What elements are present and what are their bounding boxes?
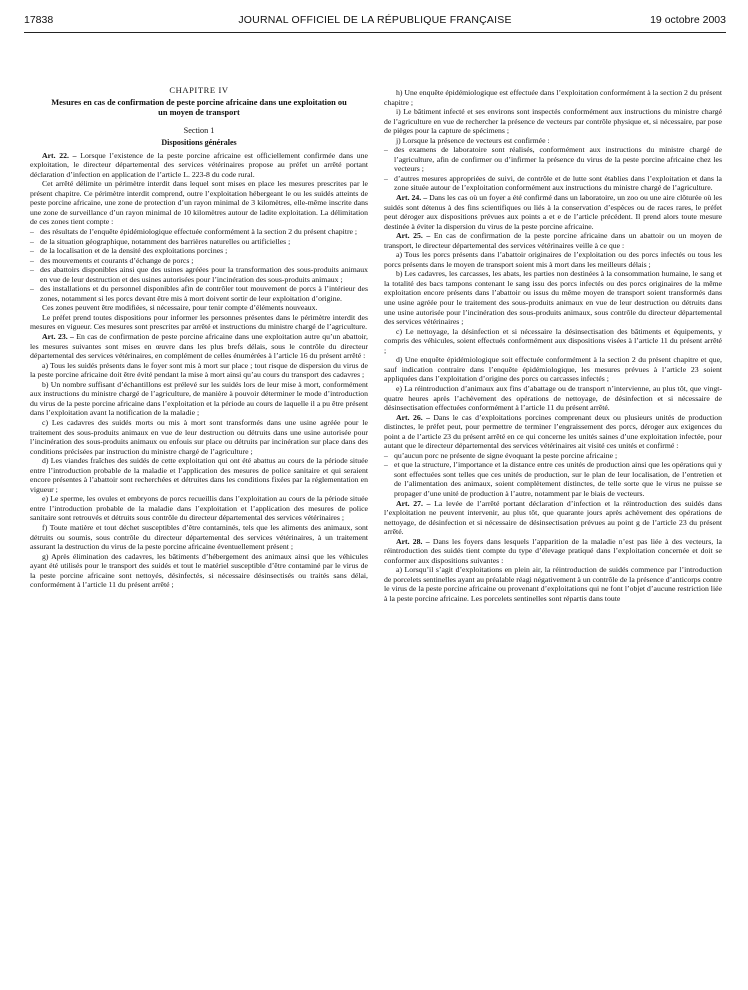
article-paragraph <box>30 151 368 180</box>
paragraph-text: Le préfet prend toutes dispositions pour informer les personnes présentes dans le périmètre interdit des mesures en vigueur. Ces mesures sont prescrites par arrêté et instructions du ministre chargé de l’agriculture. <box>30 312 368 332</box>
article-paragraph <box>384 231 722 250</box>
left-body <box>30 151 368 590</box>
paragraph-text: qu’aucun porc ne présente de signe évoquant la peste porcine africaine ; <box>394 450 618 460</box>
paragraph-text: i) Le bâtiment infecté et ses environs sont inspectés conformément aux instructions du ministre chargé de l’agriculture en vue de rechercher la présence de vecteurs par contrôle physique et, si nécessaire, par pose de pièges pour la capture de spécimens ; <box>384 107 722 136</box>
paragraph <box>30 456 368 494</box>
dash-item <box>384 460 722 498</box>
article-number: Art. 22. – <box>42 150 77 160</box>
paragraph-text: d’autres mesures appropriées de suivi, de contrôle et de lutte sont établies dans l’exploitation et dans la zone située autour de l’exploitation conformément aux instructions du ministre chargé de l’agriculture. <box>394 173 722 193</box>
dash-item <box>384 145 722 174</box>
paragraph-text: Cet arrêté délimite un périmètre interdit dans lequel sont mises en place les mesures prescrites par le présent chapitre. Ce périmètre interdit comprend, outre l’exploitation hébergeant le ou les suidés atteints de peste porcine africaine, une zone de protection d’un rayon minimal de 3 kilomètres, elle-même inscrite dans une zone de surveillance d’un rayon minimal de 10 kilomètres autour de ladite exploitation. La délimitation de ces zones tient compte : <box>30 179 368 227</box>
dash-item <box>30 265 368 284</box>
paragraph-text: des résultats de l’enquête épidémiologique effectuée conformément à la section 2 du présent chapitre ; <box>40 227 358 237</box>
paragraph <box>384 250 722 269</box>
article-paragraph <box>384 413 722 451</box>
paragraph-text: des mouvements et courants d’échange de porcs ; <box>40 255 194 265</box>
section-heading: Section 1 <box>183 125 215 135</box>
paragraph-text: d) Une enquête épidémiologique soit effectuée conformément à la section 2 du présent chapitre et que, sauf indication contraire dans l’enquête épidémiologique, les mesures prévues à l’article 23 soient appliquées dans l’exploitation d’origine des porcs ou carcasses infectés ; <box>384 355 722 384</box>
paragraph <box>384 355 722 384</box>
paragraph <box>30 313 368 332</box>
paragraph <box>30 494 368 523</box>
paragraph-text: c) Les cadavres des suidés morts ou mis à mort sont transformés dans une usine agréée pour le traitement des sous-produits animaux en vue de leur destruction ou détruits dans une usine autorisée pour l’incinération des sous-produits animaux ou enfouis sur place ou détruits par incinération sur place dans des conditions précisées par instruction du ministre chargé de l’agriculture ; <box>30 417 368 456</box>
paragraph-text: e) Le sperme, les ovules et embryons de porcs recueillis dans l’exploitation au cours de la période située entre l’introduction probable de la maladie dans l’exploitation et l’application des mesures de police sanitaire sont retrouvés et détruits sous contrôle du directeur départemental des services vétérinaires ; <box>30 494 368 523</box>
paragraph-text: g) Après élimination des cadavres, les bâtiments d’hébergement des animaux ainsi que les véhicules ayant été utilisés pour le transport des suidés et tout le matériel susceptible d’être contaminé par le virus de la peste porcine africaine sont nettoyés, désinfectés, si nécessaire désinsectisés ou traités sans délai, conformément à l’article 11 du présent arrêté ; <box>30 551 368 590</box>
paragraph-text: a) Lorsqu’il s’agit d’exploitations en plein air, la réintroduction de suidés commence par l’introduction de porcelets sentinelles ayant au préalable réagi négativement à un contrôle de la présence d’anticorps contre le virus de la peste porcine africaine ou provenant d’exploitations qui ne font l’objet d’aucune restriction liée à la peste porcine africaine. Les porcelets sentinelles sont répartis dans toute <box>384 565 722 603</box>
article-paragraph <box>384 537 722 566</box>
paragraph-text: c) Le nettoyage, la désinfection et si nécessaire la désinsectisation des bâtiments et équipements, y compris des véhicules, soient effectués conformément aux dispositions visées à l’article 11 du présent arrêté ; <box>384 326 722 355</box>
paragraph-text: a) Tous les suidés présents dans le foyer sont mis à mort sur place ; tout risque de dispersion du virus de la peste porcine africaine doit être évité pendant la mise à mort ainsi qu’au cours du transport des cadavres ; <box>30 360 368 380</box>
paragraph-text: Lorsque l’existence de la peste porcine africaine est officiellement confirmée dans une exploitation, le directeur départemental des services vétérinaires propose au préfet un arrêté portant déclaration d’infection en application de l’article L. 223-8 du code rural. <box>30 150 368 179</box>
dash-item <box>30 237 368 247</box>
paragraph-text: de la situation géographique, notamment des barrières naturelles ou artificielles ; <box>40 236 291 246</box>
dash-item <box>30 284 368 303</box>
journal-title: JOURNAL OFFICIEL DE LA RÉPUBLIQUE FRANÇAISE <box>238 14 512 26</box>
right-body <box>384 88 722 604</box>
article-paragraph <box>384 499 722 537</box>
paragraph <box>384 269 722 326</box>
paragraph-text: Dans les foyers dans lesquels l’apparition de la maladie n’est pas liée à des vecteurs, la réintroduction des suidés tient compte du type d’élevage pratiqué dans l’exploitation concernée et doit se conformer aux dispositions suivantes : <box>384 536 722 565</box>
paragraph <box>384 88 722 107</box>
chapter-title: Mesures en cas de confirmation de peste porcine africaine dans une exploitation ou un moyen de transport <box>51 97 347 117</box>
paragraph <box>30 380 368 418</box>
article-number: Art. 25. – <box>396 231 431 241</box>
paragraph <box>30 303 368 313</box>
dash-item <box>30 227 368 237</box>
paragraph <box>30 552 368 590</box>
dash-item <box>384 174 722 193</box>
page-number: 17838 <box>24 14 54 26</box>
article-number: Art. 27. – <box>396 498 431 508</box>
paragraph-text: d) Les viandes fraîches des suidés de cette exploitation qui ont été abattus au cours de la période située entre l’introduction probable de la maladie et l’application des mesures de police sanitaire et qui seraient encore présentes à l’abattoir sont recherchées et détruites dans les conditions fixées par la réglementation en vigueur ; <box>30 456 368 494</box>
article-number: Art. 26. – <box>396 412 430 422</box>
paragraph-text: Dans le cas d’exploitations porcines comprenant deux ou plusieurs unités de production distinctes, le préfet peut, pour permettre de terminer l’engraissement des porcs, déroger aux exigences du point a de l’article 23 du présent arrêté en ce qui concerne les unités saines d’une exploitation infectée, pour autant que le directeur départemental des services vétérinaires ait visité ces unités et confirmé : <box>384 412 722 451</box>
paragraph-text: En cas de confirmation de la peste porcine africaine dans un abattoir ou un moyen de transport, le directeur départemental des services vétérinaires veille à ce que : <box>384 231 722 250</box>
paragraph-text: b) Un nombre suffisant d’échantillons est prélevé sur les suidés lors de leur mise à mort, conformément aux instructions du ministre chargé de l’agriculture, de manière à pouvoir déterminer le mode d’introduction du virus de la peste porcine africaine dans l’exploitation et la période au cours de laquelle il a pu être présent dans l’exploitation avant la notification de la maladie ; <box>30 379 368 418</box>
paragraph <box>384 565 722 603</box>
dash-item <box>30 246 368 256</box>
paragraph <box>30 418 368 456</box>
article-number: Art. 23. – <box>42 332 74 342</box>
section-title: Dispositions générales <box>161 138 237 148</box>
chapter-heading: CHAPITRE IV <box>169 85 229 95</box>
paragraph-text: a) Tous les porcs présents dans l’abattoir originaires de l’exploitation ou des porcs infectés ou tous les porcs présents dans le moyen de transport soient mis à mort dans les meilleurs délais ; <box>384 250 722 269</box>
paragraph-text: des installations et du personnel disponibles afin de contrôler tout mouvement de porcs à l’intérieur des zones, notamment si les porcs devant être mis à mort doivent sortir de leur exploitation d’origine. <box>40 284 368 303</box>
paragraph <box>30 361 368 380</box>
paragraph-text: f) Toute matière et tout déchet susceptibles d’être contaminés, tels que les aliments des animaux, sont détruits ou soumis, sous contrôle du directeur départemental des services vétérinaires, à un traitement assurant la destruction du virus de la peste porcine africaine éventuellement présent ; <box>30 522 368 552</box>
paragraph-text: et que la structure, l’importance et la distance entre ces unités de production ainsi que les opérations qui y sont effectuées sont telles que ces unités de production, sur le plan de leur localisation, de l’entretien et de l’alimentation des animaux, soient complètement distinctes, de telle sorte que le virus ne puisse se propager d’une unité de production à l’autre, notamment par le biais de vecteurs. <box>394 460 722 498</box>
header-rule <box>24 32 726 33</box>
paragraph-text: b) Les cadavres, les carcasses, les abats, les parties non destinées à la consommation humaine, le sang et la totalité des bacs tampons contenant le sang issu des porcs infectés ou des porcs originaires de la même exploitation encore présents dans l’abattoir ou issus du même moyen de transport soient transformés dans une usine agréée pour le traitement des sous-produits animaux en vue de leur destruction ou détruits dans une usine autorisée pour l’incinération des sous-produits animaux, sous contrôle du directeur départemental des services vétérinaires ; <box>384 269 722 327</box>
paragraph-text: En cas de confirmation de peste porcine africaine dans une exploitation autre qu’un abattoir, les mesures suivantes sont mises en œuvre dans les plus brefs délais, sous le contrôle du directeur départemental des services vétérinaires, en complément de celles énumérées à l’article 16 du présent arrêté : <box>30 332 368 361</box>
article-number: Art. 28. – <box>396 536 430 546</box>
issue-date: 19 octobre 2003 <box>650 14 726 26</box>
dash-item <box>384 451 722 461</box>
paragraph <box>384 327 722 356</box>
paragraph-text: Dans les cas où un foyer a été confirmé dans un laboratoire, un zoo ou une aire clôturée où les suidés sont détenus à des fins scientifiques ou liés à la conservation d’espèces ou de races rares, le préfet peut déroger aux dispositions prévues aux points a et e de l’article précédent. Il prend alors toute mesure destinée à éviter la dispersion du virus de la peste porcine africaine. <box>384 193 722 231</box>
paragraph <box>384 107 722 136</box>
article-paragraph <box>30 332 368 361</box>
paragraph-text: des abattoirs disponibles ainsi que des usines agréées pour la transformation des sous-produits animaux en vue de leur destruction et des usines autorisées pour l’incinération des sous-produits animaux ; <box>40 265 368 284</box>
paragraph <box>30 179 368 227</box>
article-number: Art. 24. – <box>396 193 428 203</box>
paragraph-text: La levée de l’arrêté portant déclaration d’infection et la réintroduction des suidés dans l’exploitation ne peuvent intervenir, au plus tôt, que quarante jours après achèvement des opérations de nettoyage, de désinfection et si nécessaire de désinsectisation prévues au point g de l’article 23 du présent arrêté. <box>384 498 722 537</box>
right-column <box>384 88 722 604</box>
paragraph-text: h) Une enquête épidémiologique est effectuée dans l’exploitation conformément à la section 2 du présent chapitre ; <box>384 88 722 107</box>
paragraph-text: de la localisation et de la densité des exploitations porcines ; <box>40 246 228 256</box>
paragraph-text: des examens de laboratoire sont réalisés, conformément aux instructions du ministre chargé de l’agriculture, afin de confirmer ou d’infirmer la présence du virus de la peste porcine africaine chez les vecteurs ; <box>394 145 722 174</box>
paragraph <box>384 384 722 413</box>
paragraph <box>30 523 368 552</box>
dash-item <box>30 256 368 266</box>
paragraph-text: j) Lorsque la présence de vecteurs est confirmée : <box>396 135 550 145</box>
page-header <box>24 14 726 32</box>
paragraph-text: e) La réintroduction d’animaux aux fins d’abattage ou de transport n’intervienne, au plus tôt, que vingt-quatre heures après l’achèvement des opérations de nettoyage, de désinfection et si nécessaire de désinsectisation effectuées conformément à l’article 11 du présent arrêté. <box>384 383 722 413</box>
paragraph <box>384 136 722 146</box>
paragraph-text: Ces zones peuvent être modifiées, si nécessaire, pour tenir compte d’éléments nouveaux. <box>42 303 318 313</box>
article-paragraph <box>384 193 722 231</box>
left-column <box>30 86 368 590</box>
